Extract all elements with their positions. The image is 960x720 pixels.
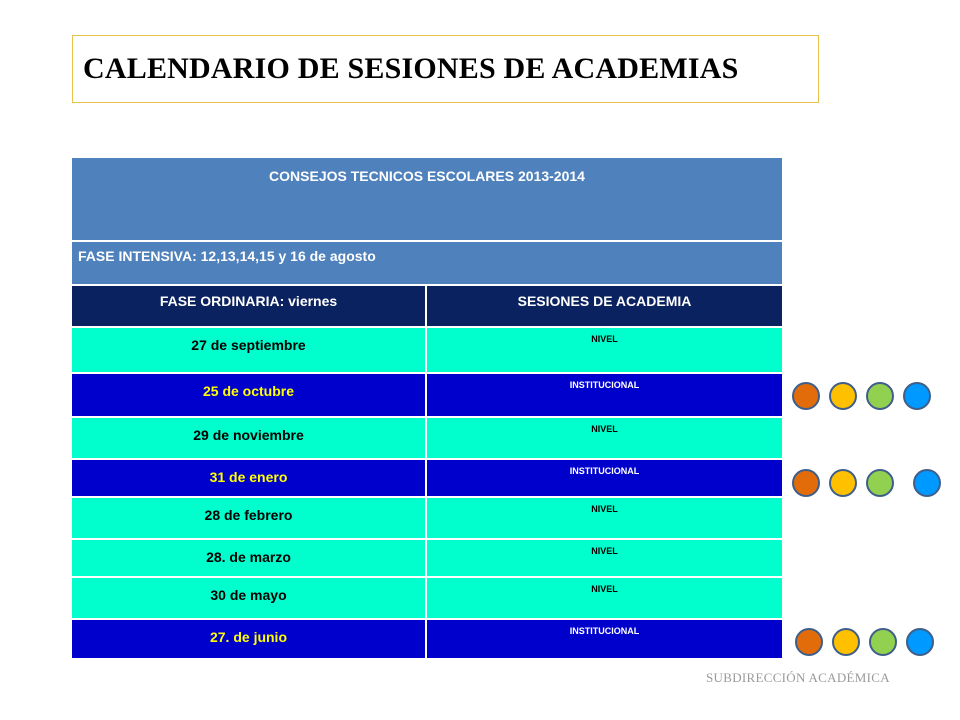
- orange-dot-icon: [792, 469, 820, 497]
- calendar-table: [72, 158, 782, 658]
- session-type: NIVEL: [591, 334, 618, 344]
- session-date: 27. de junio: [72, 620, 427, 658]
- green-dot-icon: [866, 382, 894, 410]
- session-type: NIVEL: [591, 546, 618, 556]
- session-type: INSTITUCIONAL: [569, 466, 640, 476]
- column-header-row: [72, 286, 782, 328]
- session-type: NIVEL: [591, 584, 618, 594]
- column-header-phase: FASE ORDINARIA: viernes: [72, 286, 427, 326]
- yellow-dot-icon: [832, 628, 860, 656]
- green-dot-icon: [869, 628, 897, 656]
- session-date: 27 de septiembre: [72, 328, 427, 372]
- table-row: [72, 578, 782, 620]
- table-header-row: [72, 158, 782, 242]
- title-box: [72, 35, 819, 103]
- table-row: [72, 460, 782, 498]
- table-row: [72, 328, 782, 374]
- green-dot-icon: [866, 469, 894, 497]
- session-type: INSTITUCIONAL: [569, 380, 640, 390]
- table-row: [72, 620, 782, 658]
- orange-dot-icon: [792, 382, 820, 410]
- session-type: NIVEL: [591, 424, 618, 434]
- table-row: [72, 418, 782, 460]
- blue-dot-icon: [903, 382, 931, 410]
- column-header-sessions: SESIONES DE ACADEMIA: [517, 293, 692, 309]
- session-date: 28. de marzo: [72, 540, 427, 576]
- session-type: NIVEL: [591, 504, 618, 514]
- footer-label: SUBDIRECCIÓN ACADÉMICA: [706, 670, 890, 685]
- session-date: 30 de mayo: [72, 578, 427, 618]
- session-date: 25 de octubre: [72, 374, 427, 416]
- session-type: INSTITUCIONAL: [569, 626, 640, 636]
- table-row: [72, 498, 782, 540]
- table-row: [72, 374, 782, 418]
- orange-dot-icon: [795, 628, 823, 656]
- blue-dot-icon: [913, 469, 941, 497]
- blue-dot-icon: [906, 628, 934, 656]
- intensive-phase-row: [72, 242, 782, 286]
- dots-group-october: [792, 382, 940, 410]
- intensive-phase: FASE INTENSIVA: 12,13,14,15 y 16 de agosto: [72, 242, 782, 284]
- session-date: 28 de febrero: [72, 498, 427, 538]
- yellow-dot-icon: [829, 382, 857, 410]
- table-header: CONSEJOS TECNICOS ESCOLARES 2013-2014: [72, 158, 782, 240]
- yellow-dot-icon: [829, 469, 857, 497]
- dots-group-january: [792, 469, 950, 497]
- session-date: 31 de enero: [72, 460, 427, 496]
- table-row: [72, 540, 782, 578]
- dots-group-june: [795, 628, 943, 656]
- session-date: 29 de noviembre: [72, 418, 427, 458]
- page-title: CALENDARIO DE SESIONES DE ACADEMIAS: [83, 52, 739, 85]
